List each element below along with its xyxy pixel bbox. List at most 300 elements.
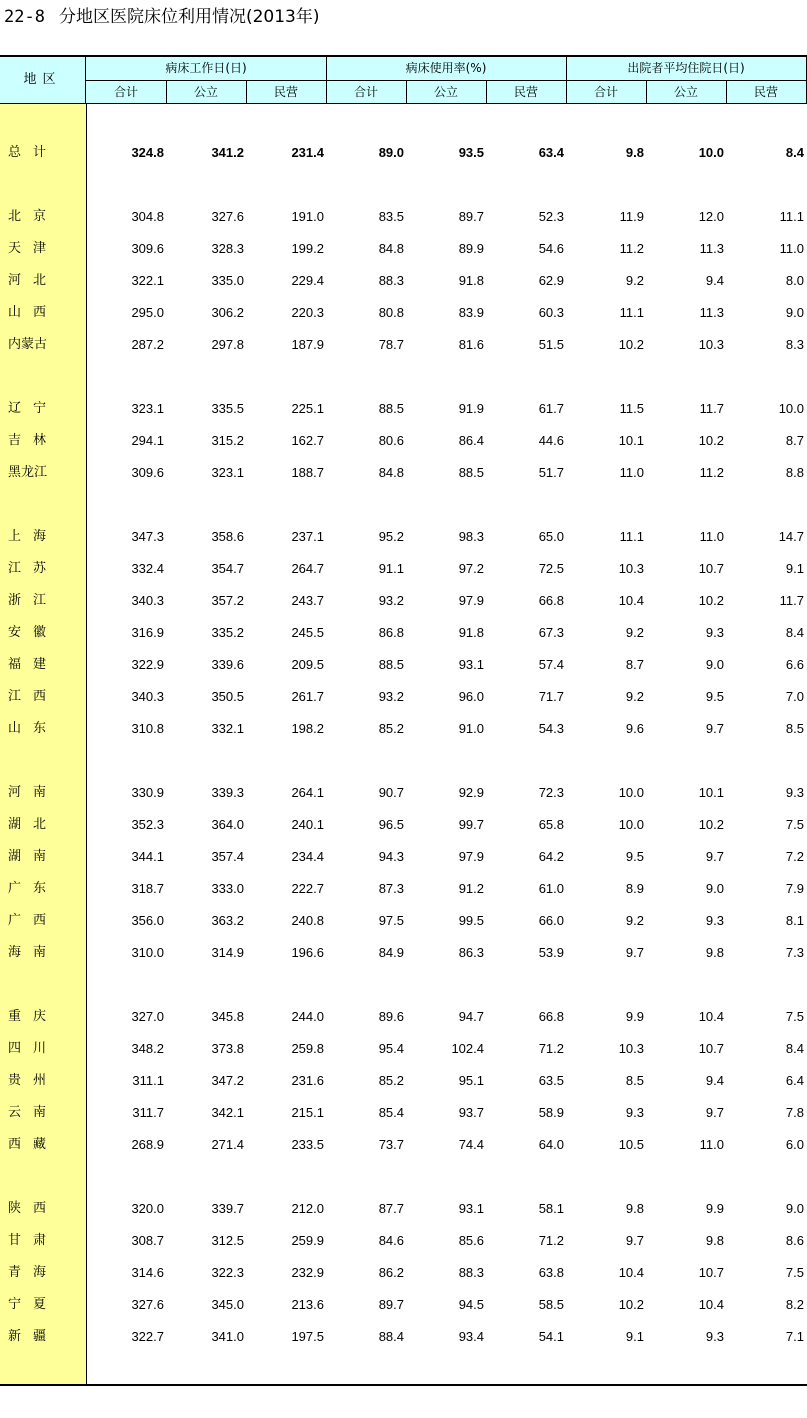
data-cell: 95.1 <box>458 1073 484 1088</box>
data-cell: 10.4 <box>618 1265 644 1280</box>
data-cell: 97.9 <box>458 593 484 608</box>
data-cell: 10.2 <box>698 433 724 448</box>
data-cell: 294.1 <box>131 433 164 448</box>
data-cell: 323.1 <box>211 465 244 480</box>
data-cell: 233.5 <box>291 1137 324 1152</box>
data-cell: 11.0 <box>699 529 724 544</box>
data-cell: 9.3 <box>625 1105 644 1120</box>
data-cell: 9.0 <box>705 881 724 896</box>
data-cell: 66.8 <box>538 1009 564 1024</box>
data-cell: 271.4 <box>211 1137 244 1152</box>
data-cell: 357.2 <box>211 593 244 608</box>
data-cell: 314.6 <box>131 1265 164 1280</box>
data-cell: 14.7 <box>778 529 804 544</box>
group-header: 病床工作日(日) <box>86 57 326 81</box>
data-cell: 342.1 <box>211 1105 244 1120</box>
data-cell: 97.5 <box>378 913 404 928</box>
data-cell: 85.6 <box>458 1233 484 1248</box>
data-cell: 11.0 <box>779 241 804 256</box>
data-cell: 89.6 <box>378 1009 404 1024</box>
region-name: 西藏 <box>8 1137 59 1152</box>
data-cell: 10.2 <box>698 593 724 608</box>
data-cell: 65.8 <box>538 817 564 832</box>
data-cell: 51.5 <box>538 337 564 352</box>
data-cell: 9.7 <box>705 1105 724 1120</box>
data-cell: 341.2 <box>211 145 244 160</box>
data-cell: 345.0 <box>211 1297 244 1312</box>
data-cell: 9.7 <box>625 945 644 960</box>
data-cell: 96.0 <box>458 689 484 704</box>
data-cell: 7.1 <box>785 1329 804 1344</box>
data-cell: 7.2 <box>785 849 804 864</box>
data-cell: 54.1 <box>538 1329 564 1344</box>
data-cell: 6.6 <box>785 657 804 672</box>
data-cell: 9.0 <box>785 305 804 320</box>
data-cell: 8.2 <box>785 1297 804 1312</box>
data-cell: 347.2 <box>211 1073 244 1088</box>
sub-header: 民营 <box>726 81 806 104</box>
data-cell: 264.1 <box>291 785 324 800</box>
region-name: 北京 <box>8 209 59 224</box>
data-cell: 86.2 <box>378 1265 404 1280</box>
group-header: 病床使用率(%) <box>326 57 566 81</box>
data-cell: 11.7 <box>779 593 804 608</box>
data-cell: 9.3 <box>705 1329 724 1344</box>
region-name: 吉林 <box>8 433 59 448</box>
data-cell: 11.5 <box>619 401 644 416</box>
data-cell: 78.7 <box>378 337 404 352</box>
data-cell: 97.2 <box>458 561 484 576</box>
region-name: 黑龙江 <box>8 465 48 480</box>
data-cell: 8.1 <box>785 913 804 928</box>
data-cell: 81.6 <box>458 337 484 352</box>
data-cell: 9.5 <box>705 689 724 704</box>
data-cell: 10.2 <box>618 1297 644 1312</box>
data-cell: 91.8 <box>458 625 484 640</box>
data-cell: 84.9 <box>378 945 404 960</box>
data-cell: 91.8 <box>458 273 484 288</box>
column-divider <box>406 81 407 104</box>
data-cell: 9.5 <box>625 849 644 864</box>
region-name: 贵州 <box>8 1073 59 1088</box>
data-cell: 335.0 <box>211 273 244 288</box>
region-name: 青海 <box>8 1265 59 1280</box>
data-cell: 10.2 <box>698 817 724 832</box>
data-cell: 9.7 <box>705 849 724 864</box>
data-cell: 215.1 <box>291 1105 324 1120</box>
data-cell: 10.7 <box>698 561 724 576</box>
data-cell: 10.5 <box>618 1137 644 1152</box>
data-cell: 11.0 <box>699 1137 724 1152</box>
data-cell: 357.4 <box>211 849 244 864</box>
data-cell: 89.9 <box>458 241 484 256</box>
data-cell: 9.3 <box>705 913 724 928</box>
data-cell: 63.4 <box>538 145 564 160</box>
data-cell: 89.7 <box>458 209 484 224</box>
data-cell: 7.9 <box>785 881 804 896</box>
data-cell: 341.0 <box>211 1329 244 1344</box>
data-cell: 244.0 <box>291 1009 324 1024</box>
data-cell: 10.3 <box>618 561 644 576</box>
table-number: 22-8 <box>4 7 45 27</box>
data-cell: 8.4 <box>785 625 804 640</box>
data-cell: 9.2 <box>625 273 644 288</box>
data-cell: 306.2 <box>211 305 244 320</box>
data-cell: 8.6 <box>785 1233 804 1248</box>
data-cell: 340.3 <box>131 593 164 608</box>
region-name: 总计 <box>8 145 59 160</box>
table-title: 分地区医院床位利用情况(2013年) <box>58 7 320 27</box>
region-name: 天津 <box>8 241 59 256</box>
data-cell: 9.9 <box>625 1009 644 1024</box>
region-name: 河北 <box>8 273 59 288</box>
data-cell: 295.0 <box>131 305 164 320</box>
data-cell: 320.0 <box>131 1201 164 1216</box>
data-cell: 58.1 <box>538 1201 564 1216</box>
data-cell: 335.2 <box>211 625 244 640</box>
data-cell: 9.3 <box>705 625 724 640</box>
data-cell: 85.2 <box>378 721 404 736</box>
sub-header: 公立 <box>646 81 726 104</box>
data-cell: 199.2 <box>291 241 324 256</box>
region-name: 江苏 <box>8 561 59 576</box>
data-cell: 58.9 <box>538 1105 564 1120</box>
data-cell: 89.0 <box>378 145 404 160</box>
data-cell: 71.2 <box>538 1233 564 1248</box>
data-cell: 333.0 <box>211 881 244 896</box>
data-cell: 315.2 <box>211 433 244 448</box>
data-cell: 358.6 <box>211 529 244 544</box>
data-cell: 339.7 <box>211 1201 244 1216</box>
region-name: 山西 <box>8 305 59 320</box>
data-cell: 87.7 <box>378 1201 404 1216</box>
data-cell: 335.5 <box>211 401 244 416</box>
data-cell: 64.2 <box>538 849 564 864</box>
region-name: 湖南 <box>8 849 59 864</box>
sub-header: 民营 <box>246 81 326 104</box>
region-name: 广东 <box>8 881 59 896</box>
data-cell: 93.1 <box>458 1201 484 1216</box>
data-cell: 84.6 <box>378 1233 404 1248</box>
data-cell: 309.6 <box>131 241 164 256</box>
column-divider <box>486 81 487 104</box>
data-cell: 73.7 <box>378 1137 404 1152</box>
data-cell: 57.4 <box>538 657 564 672</box>
data-cell: 229.4 <box>291 273 324 288</box>
data-cell: 96.5 <box>378 817 404 832</box>
data-cell: 98.3 <box>458 529 484 544</box>
region-name: 重庆 <box>8 1009 59 1024</box>
sub-header: 公立 <box>166 81 246 104</box>
data-cell: 93.1 <box>458 657 484 672</box>
data-cell: 9.4 <box>705 1073 724 1088</box>
data-cell: 261.7 <box>291 689 324 704</box>
data-cell: 88.3 <box>458 1265 484 1280</box>
data-cell: 11.7 <box>699 401 724 416</box>
data-cell: 10.4 <box>698 1297 724 1312</box>
data-cell: 10.0 <box>618 817 644 832</box>
data-cell: 88.4 <box>378 1329 404 1344</box>
data-cell: 225.1 <box>291 401 324 416</box>
data-cell: 92.9 <box>458 785 484 800</box>
data-cell: 63.5 <box>538 1073 564 1088</box>
data-cell: 93.2 <box>378 689 404 704</box>
data-cell: 11.2 <box>619 241 644 256</box>
data-cell: 80.8 <box>378 305 404 320</box>
data-cell: 93.5 <box>458 145 484 160</box>
data-cell: 11.3 <box>699 241 724 256</box>
data-cell: 94.5 <box>458 1297 484 1312</box>
data-cell: 62.9 <box>538 273 564 288</box>
region-name: 内蒙古 <box>8 337 48 352</box>
data-cell: 9.8 <box>625 145 644 160</box>
data-cell: 91.1 <box>378 561 404 576</box>
data-cell: 363.2 <box>211 913 244 928</box>
data-cell: 88.3 <box>378 273 404 288</box>
data-cell: 187.9 <box>291 337 324 352</box>
data-cell: 352.3 <box>131 817 164 832</box>
data-cell: 8.7 <box>785 433 804 448</box>
data-cell: 9.2 <box>625 625 644 640</box>
data-cell: 8.4 <box>785 1041 804 1056</box>
region-name: 新疆 <box>8 1329 59 1344</box>
data-cell: 196.6 <box>291 945 324 960</box>
data-cell: 191.0 <box>291 209 324 224</box>
data-cell: 339.3 <box>211 785 244 800</box>
data-cell: 66.8 <box>538 593 564 608</box>
data-cell: 94.7 <box>458 1009 484 1024</box>
region-name: 云南 <box>8 1105 59 1120</box>
data-cell: 310.0 <box>131 945 164 960</box>
data-cell: 11.9 <box>619 209 644 224</box>
data-cell: 322.3 <box>211 1265 244 1280</box>
data-cell: 240.1 <box>291 817 324 832</box>
data-cell: 85.2 <box>378 1073 404 1088</box>
data-cell: 11.1 <box>619 305 644 320</box>
column-divider <box>646 81 647 104</box>
data-cell: 10.2 <box>618 337 644 352</box>
data-cell: 162.7 <box>291 433 324 448</box>
data-cell: 188.7 <box>291 465 324 480</box>
region-name: 福建 <box>8 657 59 672</box>
data-cell: 240.8 <box>291 913 324 928</box>
data-cell: 65.0 <box>538 529 564 544</box>
data-cell: 318.7 <box>131 881 164 896</box>
data-cell: 7.3 <box>785 945 804 960</box>
data-cell: 9.8 <box>625 1201 644 1216</box>
data-cell: 84.8 <box>378 465 404 480</box>
data-cell: 11.1 <box>619 529 644 544</box>
data-cell: 54.3 <box>538 721 564 736</box>
data-cell: 71.7 <box>538 689 564 704</box>
data-cell: 71.2 <box>538 1041 564 1056</box>
region-name: 辽宁 <box>8 401 59 416</box>
data-cell: 93.4 <box>458 1329 484 1344</box>
data-cell: 9.7 <box>625 1233 644 1248</box>
data-cell: 220.3 <box>291 305 324 320</box>
sub-header: 公立 <box>406 81 486 104</box>
data-cell: 95.4 <box>378 1041 404 1056</box>
data-cell: 61.0 <box>538 881 564 896</box>
data-cell: 308.7 <box>131 1233 164 1248</box>
data-cell: 245.5 <box>291 625 324 640</box>
region-name: 四川 <box>8 1041 59 1056</box>
data-cell: 310.8 <box>131 721 164 736</box>
data-cell: 93.7 <box>458 1105 484 1120</box>
data-cell: 80.6 <box>378 433 404 448</box>
region-name: 江西 <box>8 689 59 704</box>
sub-header: 民营 <box>486 81 566 104</box>
sub-header: 合计 <box>86 81 166 104</box>
data-cell: 88.5 <box>378 401 404 416</box>
data-cell: 7.5 <box>785 817 804 832</box>
data-cell: 72.5 <box>538 561 564 576</box>
data-cell: 83.9 <box>458 305 484 320</box>
group-header: 出院者平均住院日(日) <box>566 57 806 81</box>
data-cell: 322.9 <box>131 657 164 672</box>
data-cell: 86.8 <box>378 625 404 640</box>
region-name: 湖北 <box>8 817 59 832</box>
data-cell: 9.1 <box>785 561 804 576</box>
data-cell: 8.7 <box>625 657 644 672</box>
data-cell: 53.9 <box>538 945 564 960</box>
column-divider <box>166 81 167 104</box>
region-name: 山东 <box>8 721 59 736</box>
data-cell: 234.4 <box>291 849 324 864</box>
data-cell: 311.7 <box>132 1105 164 1120</box>
region-name: 上海 <box>8 529 59 544</box>
data-cell: 89.7 <box>378 1297 404 1312</box>
data-cell: 231.6 <box>291 1073 324 1088</box>
data-cell: 10.0 <box>698 145 724 160</box>
data-cell: 347.3 <box>131 529 164 544</box>
data-cell: 102.4 <box>451 1041 484 1056</box>
data-cell: 8.9 <box>625 881 644 896</box>
data-cell: 323.1 <box>131 401 164 416</box>
data-cell: 327.6 <box>131 1297 164 1312</box>
data-cell: 93.2 <box>378 593 404 608</box>
data-cell: 297.8 <box>211 337 244 352</box>
data-cell: 243.7 <box>291 593 324 608</box>
data-cell: 222.7 <box>291 881 324 896</box>
data-cell: 12.0 <box>698 209 724 224</box>
data-cell: 7.5 <box>785 1265 804 1280</box>
data-cell: 7.0 <box>785 689 804 704</box>
data-cell: 10.7 <box>698 1265 724 1280</box>
data-cell: 99.5 <box>458 913 484 928</box>
data-cell: 8.5 <box>785 721 804 736</box>
data-cell: 9.2 <box>625 913 644 928</box>
sub-header: 合计 <box>326 81 406 104</box>
data-cell: 373.8 <box>211 1041 244 1056</box>
data-cell: 85.4 <box>378 1105 404 1120</box>
data-cell: 66.0 <box>538 913 564 928</box>
data-cell: 9.9 <box>705 1201 724 1216</box>
data-cell: 9.8 <box>705 1233 724 1248</box>
data-cell: 9.0 <box>705 657 724 672</box>
data-cell: 264.7 <box>291 561 324 576</box>
data-cell: 51.7 <box>538 465 564 480</box>
data-cell: 11.2 <box>699 465 724 480</box>
data-cell: 197.5 <box>291 1329 324 1344</box>
data-cell: 344.1 <box>131 849 164 864</box>
group-divider <box>326 57 327 104</box>
data-cell: 10.4 <box>698 1009 724 1024</box>
column-divider <box>726 81 727 104</box>
data-cell: 91.9 <box>458 401 484 416</box>
data-cell: 64.0 <box>538 1137 564 1152</box>
page-title <box>4 4 319 30</box>
data-cell: 348.2 <box>131 1041 164 1056</box>
data-cell: 332.4 <box>131 561 164 576</box>
header-divider <box>86 80 806 81</box>
data-cell: 9.8 <box>705 945 724 960</box>
data-cell: 8.3 <box>785 337 804 352</box>
data-cell: 312.5 <box>211 1233 244 1248</box>
data-cell: 86.3 <box>458 945 484 960</box>
data-cell: 11.0 <box>619 465 644 480</box>
data-cell: 311.1 <box>132 1073 164 1088</box>
data-cell: 8.0 <box>785 273 804 288</box>
data-cell: 9.6 <box>625 721 644 736</box>
data-cell: 7.8 <box>785 1105 804 1120</box>
data-cell: 91.2 <box>458 881 484 896</box>
group-divider <box>566 57 567 104</box>
data-cell: 72.3 <box>538 785 564 800</box>
data-cell: 330.9 <box>131 785 164 800</box>
data-cell: 345.8 <box>211 1009 244 1024</box>
data-cell: 10.0 <box>778 401 804 416</box>
data-cell: 10.7 <box>698 1041 724 1056</box>
data-cell: 327.0 <box>131 1009 164 1024</box>
data-cell: 91.0 <box>458 721 484 736</box>
data-cell: 9.2 <box>625 689 644 704</box>
data-cell: 84.8 <box>378 241 404 256</box>
table-bottom-rule <box>0 1384 807 1386</box>
data-cell: 54.6 <box>538 241 564 256</box>
data-cell: 6.4 <box>785 1073 804 1088</box>
data-cell: 232.9 <box>291 1265 324 1280</box>
region-name: 安徽 <box>8 625 59 640</box>
data-cell: 304.8 <box>131 209 164 224</box>
data-cell: 90.7 <box>378 785 404 800</box>
data-cell: 314.9 <box>211 945 244 960</box>
data-cell: 10.0 <box>618 785 644 800</box>
data-cell: 7.5 <box>785 1009 804 1024</box>
data-cell: 83.5 <box>378 209 404 224</box>
data-cell: 322.1 <box>131 273 164 288</box>
data-cell: 231.4 <box>291 145 324 160</box>
data-cell: 332.1 <box>211 721 244 736</box>
region-name: 甘肃 <box>8 1233 59 1248</box>
region-name: 河南 <box>8 785 59 800</box>
data-cell: 309.6 <box>131 465 164 480</box>
data-cell: 61.7 <box>538 401 564 416</box>
data-cell: 8.8 <box>785 465 804 480</box>
data-cell: 95.2 <box>378 529 404 544</box>
data-cell: 259.8 <box>291 1041 324 1056</box>
data-cell: 97.9 <box>458 849 484 864</box>
data-cell: 259.9 <box>291 1233 324 1248</box>
data-cell: 324.8 <box>131 145 164 160</box>
data-cell: 10.1 <box>618 433 644 448</box>
data-cell: 328.3 <box>211 241 244 256</box>
data-cell: 213.6 <box>291 1297 324 1312</box>
data-cell: 9.7 <box>705 721 724 736</box>
data-cell: 354.7 <box>211 561 244 576</box>
data-cell: 9.4 <box>705 273 724 288</box>
data-cell: 94.3 <box>378 849 404 864</box>
